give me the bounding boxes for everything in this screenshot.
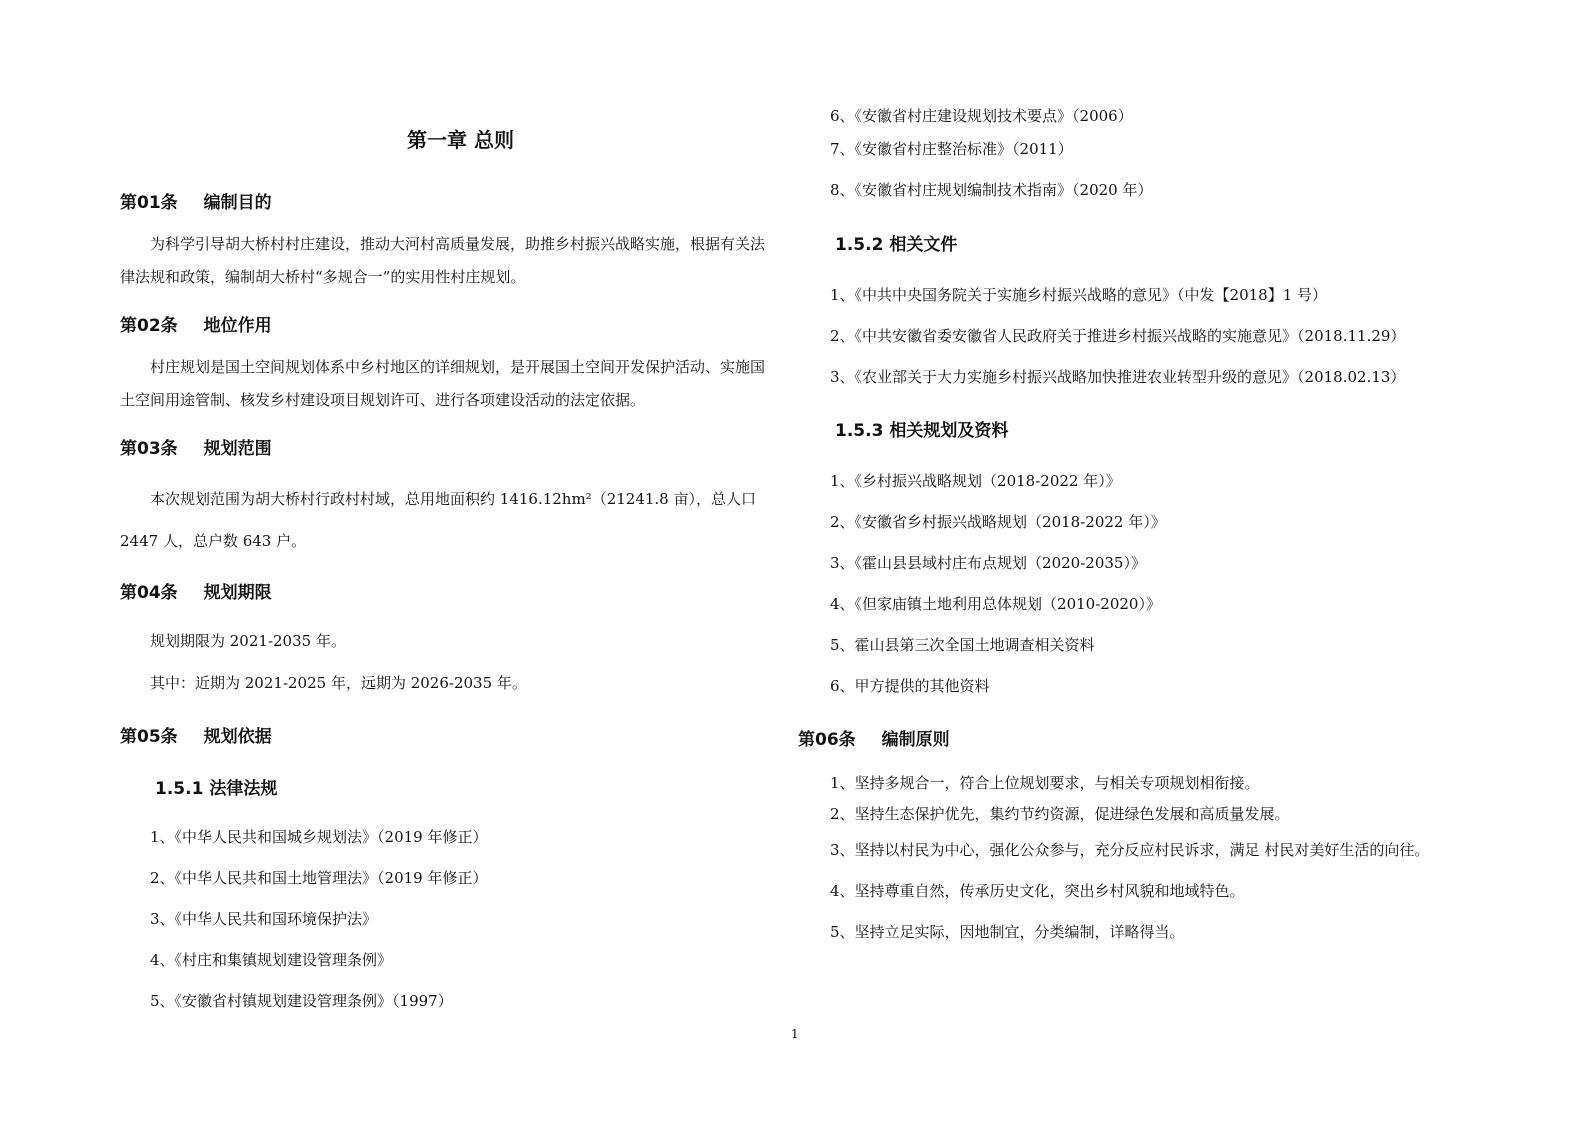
article-04-line-2: 其中：近期为 2021-2025 年，远期为 2026-2035 年。 — [150, 674, 527, 692]
list-item: 2、《安徽省乡村振兴战略规划（2018-2022 年）》 — [830, 513, 1166, 531]
list-item: 7、《安徽省村庄整治标准》（2011） — [830, 140, 1073, 158]
list-item: 6、《安徽省村庄建设规划技术要点》（2006） — [830, 107, 1133, 125]
article-02-heading — [120, 311, 272, 336]
list-item: 4、《村庄和集镇规划建设管理条例》 — [150, 951, 393, 969]
list-item: 2、坚持生态保护优先，集约节约资源，促进绿色发展和高质量发展。 — [830, 805, 1290, 823]
list-item: 3、《农业部关于大力实施乡村振兴战略加快推进农业转型升级的意见》（2018.02.13） — [830, 368, 1406, 386]
article-label: 规划依据 — [203, 727, 272, 747]
list-item: 5、霍山县第三次全国土地调查相关资料 — [830, 636, 1095, 654]
article-01-text: 为科学引导胡大桥村村庄建设，推动大河村高质量发展，助推乡村振兴战略实施，根据有关法律法规和政策，编制胡大桥村“多规合一”的实用性村庄规划。 — [120, 235, 766, 286]
list-item: 1、坚持多规合一，符合上位规划要求，与相关专项规划相衔接。 — [830, 774, 1260, 792]
subsection-1-5-2: 1.5.2 相关文件 — [835, 235, 958, 255]
article-label: 地位作用 — [203, 316, 272, 336]
list-item: 4、坚持尊重自然，传承历史文化，突出乡村风貌和地域特色。 — [830, 882, 1245, 900]
article-number: 第03条 — [120, 439, 178, 459]
article-03-text: 本次规划范围为胡大桥村行政村村域，总用地面积约 1416.12hm²（21241.8 亩），总人口 2447 人，总户数 643 户。 — [120, 490, 756, 550]
subsection-1-5-3: 1.5.3 相关规划及资料 — [835, 421, 1009, 441]
article-label: 规划期限 — [203, 583, 272, 603]
chapter-title: 第一章 总则 — [407, 128, 514, 152]
article-label: 规划范围 — [203, 439, 272, 459]
list-item: 1、《中华人民共和国城乡规划法》（2019 年修正） — [150, 828, 488, 846]
list-item: 3、《中华人民共和国环境保护法》 — [150, 910, 378, 928]
article-03-heading — [120, 434, 272, 459]
list-item: 6、甲方提供的其他资料 — [830, 677, 990, 695]
list-item: 3、坚持以村民为中心，强化公众参与，充分反应村民诉求，满足 村民对美好生活的向往。 — [830, 841, 1430, 859]
article-number: 第04条 — [120, 583, 178, 603]
article-02-text: 村庄规划是国土空间规划体系中乡村地区的详细规划，是开展国土空间开发保护活动、实施国土空间用途管制、核发乡村建设项目规划许可、进行各项建设活动的法定依据。 — [120, 358, 766, 409]
list-item: 5、《安徽省村镇规划建设管理条例》（1997） — [150, 992, 453, 1010]
article-number: 第02条 — [120, 316, 178, 336]
article-label: 编制原则 — [881, 730, 950, 750]
article-label: 编制目的 — [203, 193, 272, 213]
article-number: 第01条 — [120, 193, 178, 213]
article-01-heading — [120, 188, 272, 213]
article-06-heading — [798, 725, 950, 750]
list-item: 1、《中共中央国务院关于实施乡村振兴战略的意见》（中发【2018】1 号） — [830, 286, 1328, 304]
list-item: 2、《中共安徽省委安徽省人民政府关于推进乡村振兴战略的实施意见》（2018.11.29） — [830, 327, 1406, 345]
list-item: 8、《安徽省村庄规划编制技术指南》（2020 年） — [830, 181, 1153, 199]
article-number: 第06条 — [798, 730, 856, 750]
list-item: 5、坚持立足实际，因地制宜，分类编制，详略得当。 — [830, 923, 1185, 941]
article-04-line-1: 规划期限为 2021-2035 年。 — [150, 632, 346, 650]
article-04-heading — [120, 578, 272, 603]
list-item: 1、《乡村振兴战略规划（2018-2022 年）》 — [830, 472, 1121, 490]
page-number: 1 — [791, 1027, 799, 1041]
subsection-1-5-1: 1.5.1 法律法规 — [155, 779, 278, 799]
list-item: 3、《霍山县县域村庄布点规划（2020-2035）》 — [830, 554, 1146, 572]
list-item: 2、《中华人民共和国土地管理法》（2019 年修正） — [150, 869, 488, 887]
article-05-heading — [120, 722, 272, 747]
article-number: 第05条 — [120, 727, 178, 747]
list-item: 4、《但家庙镇土地利用总体规划（2010-2020）》 — [830, 595, 1161, 613]
